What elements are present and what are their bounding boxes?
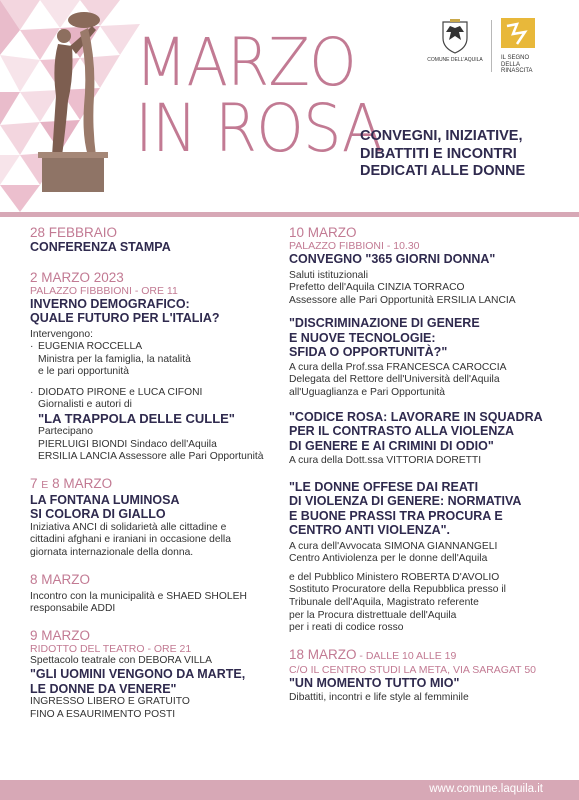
logos — [425, 18, 575, 78]
event-title: "GLI UOMINI VENGONO DA MARTE, LE DONNE DA VENERE" — [30, 667, 246, 696]
event-description: Iniziativa ANCI di solidarietà alle cittadine e cittadini afghani e iraniani in occasione della giornata internazionale della donna. — [30, 521, 231, 559]
event-venue: C/O IL CENTRO STUDI LA META, VIA SARAGAT 50 — [289, 663, 537, 676]
event-note: INGRESSO LIBERO E GRATUITO FINO A ESAURIMENTO POSTI — [30, 696, 190, 720]
talk-donne-offese — [289, 480, 574, 635]
event-2-marzo — [30, 270, 285, 464]
event-title: CONVEGNO "365 GIORNI DONNA" — [289, 252, 496, 266]
talk-title: "DISCRIMINAZIONE DI GENERE E NUOVE TECNOLOGIE: SFIDA O OPPORTUNITÀ?" — [289, 316, 480, 360]
poster-subtitle: CONVEGNI, INIZIATIVE, DIBATTITI E INCONTRI DEDICATI ALLE DONNE — [360, 128, 526, 179]
event-description: Incontro con la municipalità e SHAED SHOLEH responsabile ADDI — [30, 590, 247, 615]
event-date: 9 MARZO — [30, 627, 91, 643]
participant-2: ERSILIA LANCIA Assessore alle Pari Opportunità — [38, 451, 264, 463]
participants-label: Partecipano — [38, 426, 93, 438]
event-title: CONFERENZA STAMPA — [30, 240, 171, 254]
event-9-marzo — [30, 628, 285, 722]
poster-title-line-1: MARZO — [135, 24, 356, 101]
event-venue: PALAZZO FIBBIONI - 10.30 — [289, 240, 420, 252]
rinascita-mark-icon — [501, 18, 535, 48]
talk-codice-rosa — [289, 410, 574, 468]
event-venue: RIDOTTO DEL TEATRO - ORE 21 — [30, 642, 192, 655]
event-title: "UN MOMENTO TUTTO MIO" — [289, 675, 460, 690]
event-date: 2 MARZO 2023 — [30, 269, 124, 285]
logo-rinascita-text: IL SEGNO DELLA RINASCITA — [501, 55, 533, 74]
statue-sculpture-image — [22, 6, 122, 196]
comune-aquila-logo — [425, 18, 485, 63]
event-date: 28 FEBBRAIO — [30, 225, 118, 240]
speaker-2-role: Giornalisti e autori di — [38, 399, 132, 411]
event-date: 18 MARZO - DALLE 10 ALLE 19 — [289, 646, 457, 662]
talk-title: "CODICE ROSA: LAVORARE IN SQUADRA PER IL CONTRASTO ALLA VIOLENZA DI GENERE E AI CRIMINI DI ODIO" — [289, 409, 543, 453]
header-divider-band — [0, 212, 579, 217]
talk-discriminazione — [289, 316, 574, 399]
poster-title-line-2: IN ROSA — [135, 90, 383, 167]
segno-rinascita-logo — [501, 18, 551, 75]
event-description: Saluti istituzionali Prefetto dell'Aquila CINZIA TORRACO Assessore alle Pari Opportunità ERSILIA LANCIA — [289, 269, 516, 306]
book-title: "LA TRAPPOLA DELLE CULLE" — [38, 411, 235, 427]
speaker-1-role: Ministra per la famiglia, la natalità e le pari opportunità — [38, 353, 191, 378]
logo-comune-name: COMUNE DELL'AQUILA — [427, 57, 483, 63]
speaker-1-name: · EUGENIA ROCCELLA — [30, 341, 285, 354]
event-intro: Intervengono: — [30, 328, 93, 340]
left-column — [30, 225, 285, 722]
event-title: LA FONTANA LUMINOSA SI COLORA DI GIALLO — [30, 492, 180, 522]
event-10-marzo — [289, 225, 574, 307]
eagle-crest-icon — [440, 18, 470, 54]
poster-header — [0, 0, 579, 212]
talk-speaker-2: e del Pubblico Ministero ROBERTA D'AVOLIO Sostituto Procuratore della Repubblica presso il Tribunale dell'Aquila, Magistrato referente per la Procura distrettuale dell'Aquila per i reati di codice rosso — [289, 571, 506, 634]
event-7-8-marzo — [30, 476, 285, 560]
talk-speaker-1: A cura dell'Avvocata SIMONA GIANNANGELI Centro Antiviolenza per le donne dell'Aquila — [289, 540, 498, 565]
logo-divider — [491, 20, 492, 72]
talk-title: "LE DONNE OFFESE DAI REATI DI VIOLENZA DI GENERE: NORMATIVA E BUONE PRASSI TRA PROCURA E CENTRO ANTI VIOLENZA". — [289, 479, 522, 538]
website-link[interactable]: www.comune.laquila.it — [429, 783, 543, 795]
right-column — [289, 225, 574, 705]
event-description: Spettacolo teatrale con DEBORA VILLA — [30, 654, 213, 666]
event-date: 8 MARZO — [30, 571, 91, 587]
participant-1: PIERLUIGI BIONDI Sindaco dell'Aquila — [38, 438, 217, 450]
event-description: Dibattiti, incontri e life style al femminile — [289, 692, 469, 704]
speaker-2-name: · DIODATO PIRONE e LUCA CIFONI — [30, 387, 285, 400]
talk-speaker: A cura della Dott.ssa VITTORIA DORETTI — [289, 455, 482, 467]
event-8-marzo — [30, 572, 285, 616]
event-date: 10 MARZO — [289, 225, 357, 240]
event-date: 7 E 8 MARZO — [30, 475, 113, 491]
event-title: INVERNO DEMOGRAFICO: QUALE FUTURO PER L'ITALIA? — [30, 296, 220, 325]
talk-speaker: A cura della Prof.ssa FRANCESCA CAROCCIA Delegata del Rettore dell'Università dell'Aquila all'Uguaglianza e Pari Opportunità — [289, 361, 507, 398]
footer-band — [0, 780, 579, 800]
event-18-marzo — [289, 647, 574, 705]
event-venue: PALAZZO FIBBBIONI - ORE 11 — [30, 284, 178, 297]
event-28-febbraio — [30, 225, 285, 255]
